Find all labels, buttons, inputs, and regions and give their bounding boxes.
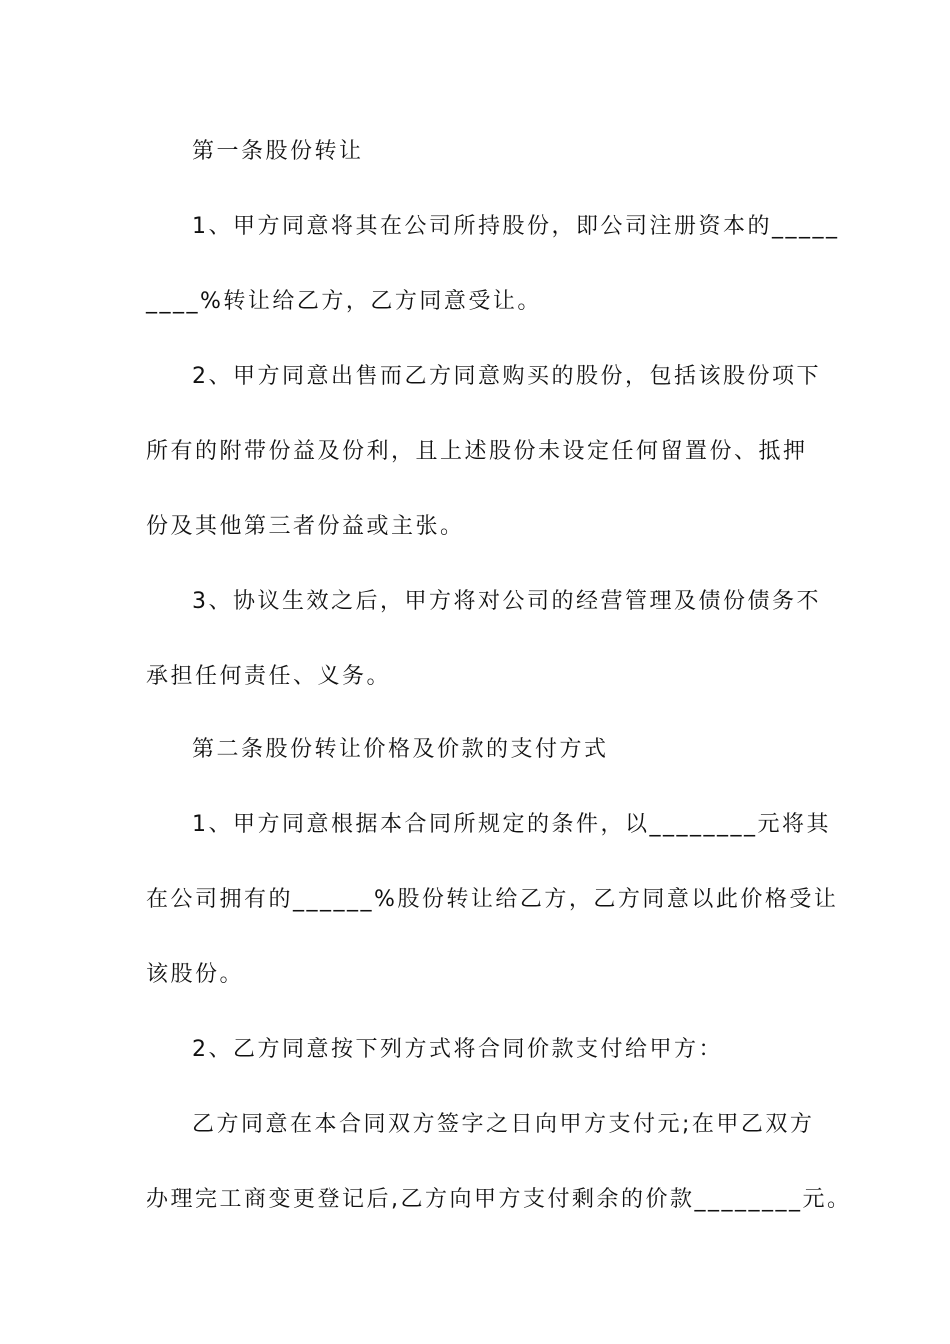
paragraph-line: ____%转让给乙方，乙方同意受让。 [146,289,542,314]
paragraph-line: 承担任何责任、义务。 [146,664,392,689]
paragraph-line: 1、甲方同意将其在公司所持股份，即公司注册资本的_____ [192,214,840,239]
paragraph-line: 该股份。 [146,962,245,987]
article-2-heading: 第二条股份转让价格及价款的支付方式 [192,737,609,762]
paragraph-line: 在公司拥有的______%股份转让给乙方，乙方同意以此价格受让 [146,887,839,912]
article-1-heading: 第一条股份转让 [192,139,364,164]
paragraph-line: 份及其他第三者份益或主张。 [146,514,465,539]
paragraph-line: 2、乙方同意按下列方式将合同价款支付给甲方： [192,1037,723,1062]
paragraph-line: 3、协议生效之后，甲方将对公司的经营管理及债份债务不 [192,589,821,614]
paragraph-line: 2、甲方同意出售而乙方同意购买的股份，包括该股份项下 [192,364,821,389]
paragraph-line: 1、甲方同意根据本合同所规定的条件，以________元将其 [192,812,831,837]
paragraph-line: 办理完工商变更登记后,乙方向甲方支付剩余的价款________元。 [146,1187,852,1212]
paragraph-line: 乙方同意在本合同双方签字之日向甲方支付元;在甲乙双方 [192,1112,815,1137]
paragraph-line: 所有的附带份益及份利，且上述股份未设定任何留置份、抵押 [146,439,808,464]
